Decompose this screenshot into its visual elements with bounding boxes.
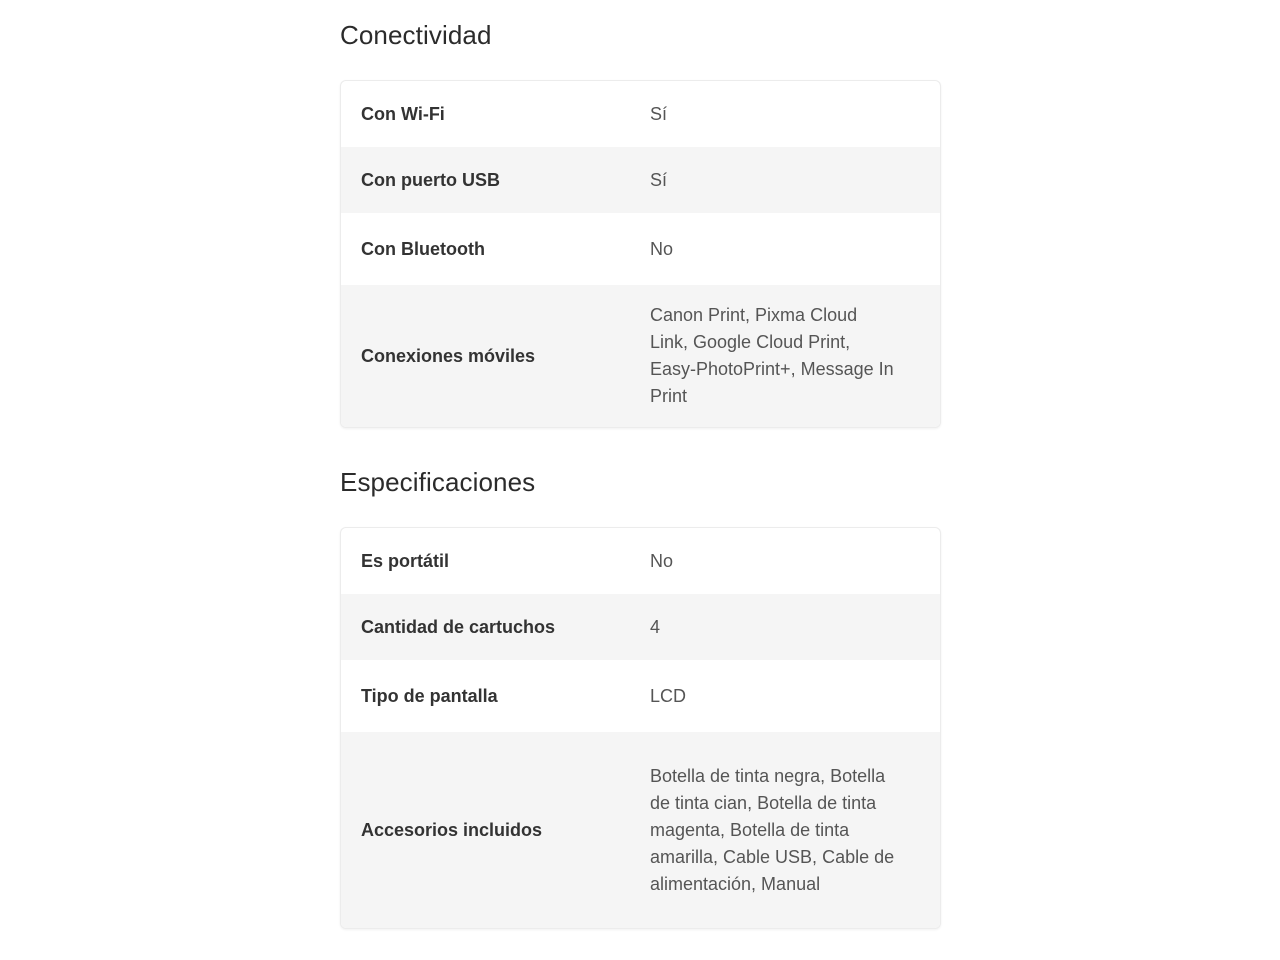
spec-label: Tipo de pantalla bbox=[361, 685, 498, 706]
spec-value: Sí bbox=[650, 103, 668, 124]
section-title: Conectividad bbox=[340, 20, 492, 50]
spec-label: Con Wi-Fi bbox=[361, 103, 445, 124]
spec-label: Con Bluetooth bbox=[361, 238, 485, 259]
table-row bbox=[341, 660, 940, 732]
spec-value: LCD bbox=[650, 685, 687, 706]
spec-label: Con puerto USB bbox=[361, 169, 500, 190]
spec-label: Cantidad de cartuchos bbox=[361, 616, 556, 637]
section-title: Especificaciones bbox=[340, 467, 536, 497]
table-row bbox=[341, 285, 940, 427]
spec-table bbox=[340, 527, 941, 929]
table-row bbox=[341, 594, 940, 660]
spec-value: Sí bbox=[650, 169, 668, 190]
spec-value: 4 bbox=[650, 616, 661, 637]
spec-value: Botella de tinta negra, Botella de tinta cian, Botella de tinta magenta, Botella de tinta amarilla, Cable USB, Cable de alimentación, Manual bbox=[650, 765, 895, 894]
table-row bbox=[341, 147, 940, 213]
spec-label: Conexiones móviles bbox=[361, 345, 536, 366]
table-row bbox=[341, 81, 940, 147]
section-specifications bbox=[340, 447, 941, 929]
spec-value: Canon Print, Pixma Cloud Link, Google Cloud Print, Easy-PhotoPrint+, Message In Print bbox=[650, 305, 894, 406]
spec-label: Accesorios incluidos bbox=[361, 819, 543, 840]
spec-value: No bbox=[650, 550, 674, 571]
spec-value: No bbox=[650, 238, 674, 259]
section-connectivity bbox=[340, 0, 941, 428]
table-row bbox=[341, 528, 940, 594]
table-row bbox=[341, 213, 940, 285]
spec-label: Es portátil bbox=[361, 550, 450, 571]
table-row bbox=[341, 732, 940, 928]
spec-table bbox=[340, 80, 941, 428]
